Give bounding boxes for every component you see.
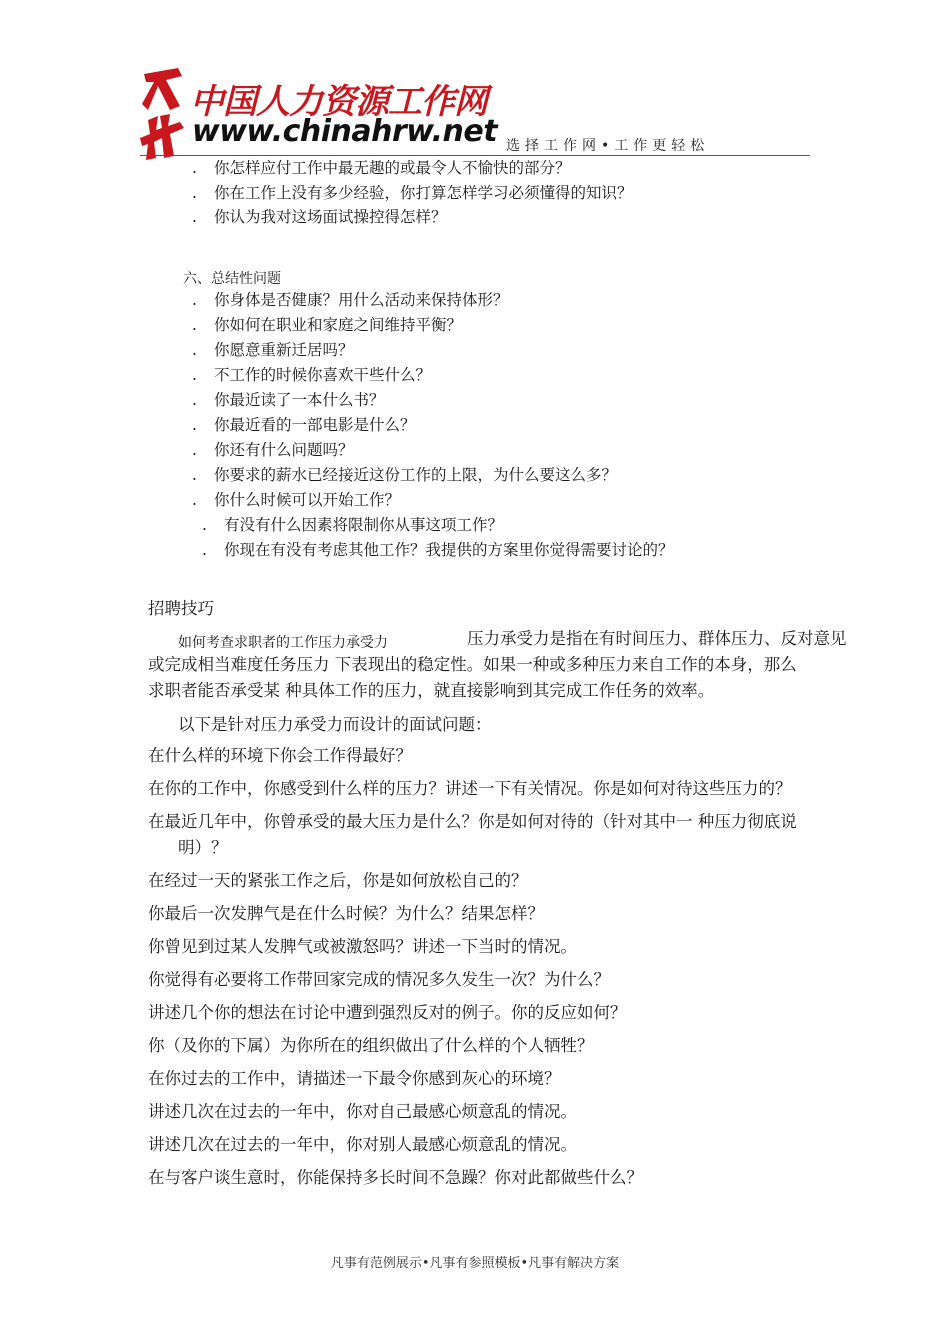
list-item: 讲述几次在过去的一年中，你对别人最感心烦意乱的情况。	[148, 1135, 577, 1154]
page-footer: 凡事有范例展示•凡事有参照模板•凡事有解决方案	[330, 1256, 620, 1271]
paragraph-line: 压力承受力是指在有时间压力、群体压力、反对意见	[467, 629, 847, 648]
list-item: 你曾见到过某人发脾气或被激怒吗？讲述一下当时的情况。	[148, 937, 577, 956]
paragraph-line: 求职者能否承受某 种具体工作的压力，就直接影响到其完成工作任务的效率。	[148, 681, 715, 700]
list-item: 你（及你的下属）为你所在的组织做出了什么样的个人牺牲？	[148, 1036, 594, 1055]
list-item: 明）？	[178, 838, 228, 857]
paragraph-line: 或完成相当难度任务压力 下表现出的稳定性。如果一种或多种压力来自工作的本身，那么	[148, 655, 797, 674]
subsection-title: 如何考查求职者的工作压力承受力	[178, 635, 388, 651]
paragraph-lead: 以下是针对压力承受力而设计的面试问题：	[178, 715, 492, 734]
header-divider	[140, 155, 810, 156]
list-item: . 你愿意重新迁居吗？	[192, 341, 354, 359]
list-item: 讲述几次在过去的一年中，你对自己最感心烦意乱的情况。	[148, 1102, 577, 1121]
list-item: . 你要求的薪水已经接近这份工作的上限，为什么要这么多？	[192, 466, 618, 484]
header-slogan: 选择工作网•工作更轻松	[506, 138, 710, 154]
list-item: 你最后一次发脾气是在什么时候？为什么？结果怎样？	[148, 904, 544, 923]
list-item: 在经过一天的紧张工作之后，你是如何放松自己的？	[148, 871, 528, 890]
list-item: 你觉得有必要将工作带回家完成的情况多久发生一次？为什么？	[148, 970, 610, 989]
logo-icon	[140, 66, 188, 162]
list-item: . 你在工作上没有多少经验，你打算怎样学习必须懂得的知识？	[192, 184, 633, 202]
list-item: 在你过去的工作中，请描述一下最令你感到灰心的环境？	[148, 1069, 561, 1088]
logo-title: 中国人力资源工作网	[190, 82, 487, 122]
list-item: . 不工作的时候你喜欢干些什么？	[192, 366, 432, 384]
list-item: . 你还有什么问题吗？	[192, 441, 354, 459]
list-item: . 你最近读了一本什么书？	[192, 391, 385, 409]
list-item: . 你认为我对这场面试操控得怎样？	[192, 208, 447, 226]
list-item: . 你什么时候可以开始工作？	[192, 491, 401, 509]
section-title: 招聘技巧	[148, 599, 214, 618]
list-item: 在你的工作中，你感受到什么样的压力？讲述一下有关情况。你是如何对待这些压力的？	[148, 779, 792, 798]
list-item: 在与客户谈生意时，你能保持多长时间不急躁？你对此都做些什么？	[148, 1168, 643, 1187]
list-item: . 你如何在职业和家庭之间维持平衡？	[192, 316, 463, 334]
section-title: 六、总结性问题	[183, 271, 281, 287]
list-item: 在什么样的环境下你会工作得最好？	[148, 746, 412, 765]
list-item: 讲述几个你的想法在讨论中遭到强烈反对的例子。你的反应如何？	[148, 1003, 627, 1022]
list-item: . 你身体是否健康？用什么活动来保持体形？	[192, 291, 509, 309]
list-item: . 有没有什么因素将限制你从事这项工作？	[202, 516, 504, 534]
list-item: . 你现在有没有考虑其他工作？我提供的方案里你觉得需要讨论的？	[202, 541, 674, 559]
list-item: . 你怎样应付工作中最无趣的或最令人不愉快的部分？	[192, 159, 571, 177]
list-item: 在最近几年中，你曾承受的最大压力是什么？你是如何对待的（针对其中一 种压力彻底说	[148, 812, 797, 831]
list-item: . 你最近看的一部电影是什么？	[192, 416, 416, 434]
logo-url[interactable]: www.chinahrw.net	[192, 114, 498, 149]
